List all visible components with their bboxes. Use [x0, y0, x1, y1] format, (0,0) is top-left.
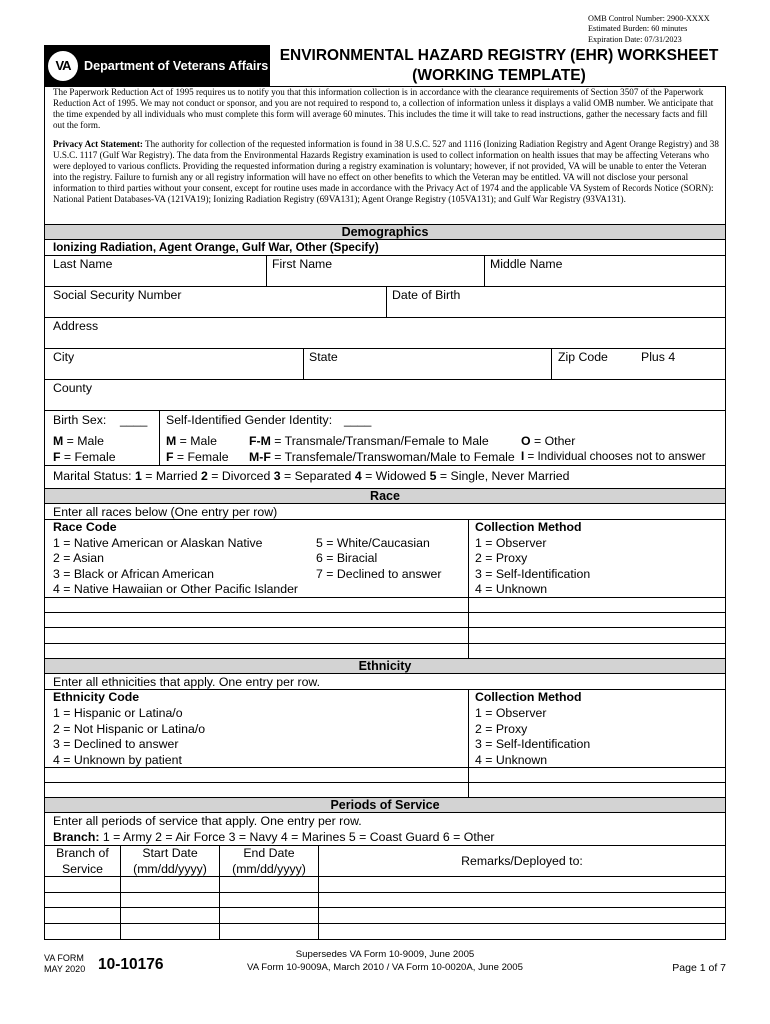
- dob-label[interactable]: Date of Birth: [392, 288, 461, 302]
- divider: [45, 255, 725, 256]
- race-instruction: Enter all races below (One entry per row): [53, 505, 278, 519]
- divider: [266, 255, 267, 286]
- last-name-label[interactable]: Last Name: [53, 257, 113, 271]
- table-row: [45, 876, 725, 877]
- plus4-label[interactable]: Plus 4: [641, 350, 676, 364]
- race-method: 1 = Observer: [475, 536, 547, 550]
- race-code: 4 = Native Hawaiian or Other Pacific Islander: [53, 582, 299, 596]
- divider: [45, 286, 725, 287]
- gi-male-code: M: [166, 434, 177, 448]
- branch-codes: Branch: 1 = Army 2 = Air Force 3 = Navy 4 = Marines 5 = Coast Guard 6 = Other: [53, 830, 495, 844]
- demographics-heading: Demographics: [45, 224, 725, 240]
- race-code: 3 = Black or African American: [53, 567, 214, 581]
- omb-info: [588, 14, 748, 45]
- footer-supersedes-2: VA Form 10-9009A, March 2010 / VA Form 10-0020A, June 2005: [247, 962, 523, 973]
- county-label[interactable]: County: [53, 381, 92, 395]
- omb-burden: Estimated Burden: 60 minutes: [588, 24, 688, 34]
- table-row: [45, 923, 725, 924]
- divider: [45, 519, 725, 520]
- department-name: Department of Veterans Affairs: [84, 58, 269, 73]
- col-remarks-header: Remarks/Deployed to:: [461, 854, 583, 868]
- divider: [551, 348, 552, 379]
- ethnicity-code-header: Ethnicity Code: [53, 690, 140, 704]
- divider: [468, 689, 469, 797]
- divider: [484, 255, 485, 286]
- gi-female-text: = Female: [173, 450, 229, 464]
- race-code: 7 = Declined to answer: [316, 567, 442, 581]
- table-row: [45, 612, 725, 613]
- middle-name-label[interactable]: Middle Name: [490, 257, 563, 271]
- divider: [303, 348, 304, 379]
- va-logo-banner: [44, 45, 270, 86]
- race-method: 2 = Proxy: [475, 551, 528, 565]
- gi-choose-text: = Individual chooses not to answer: [524, 450, 706, 463]
- col-end-date-header: End Date (mm/dd/yyyy): [232, 846, 306, 876]
- divider: [468, 519, 469, 659]
- sex-female-code: F: [53, 450, 61, 464]
- race-method: 3 = Self-Identification: [475, 567, 591, 581]
- sex-male-text: = Male: [63, 434, 104, 448]
- form-title: [272, 46, 726, 86]
- ethnicity-method-header: Collection Method: [475, 690, 582, 704]
- table-row: [45, 643, 725, 644]
- ethnicity-method: 4 = Unknown: [475, 753, 548, 767]
- race-code: 1 = Native American or Alaskan Native: [53, 536, 263, 550]
- city-label[interactable]: City: [53, 350, 75, 364]
- gender-identity-label: Self-Identified Gender Identity:: [166, 413, 333, 427]
- race-method: 4 = Unknown: [475, 582, 548, 596]
- address-label[interactable]: Address: [53, 319, 99, 333]
- birth-sex-label: Birth Sex:: [53, 413, 107, 427]
- ethnicity-method: 1 = Observer: [475, 706, 547, 720]
- race-method-header: Collection Method: [475, 520, 582, 534]
- gi-choose-code: I: [521, 450, 525, 463]
- page-number: Page 1 of 7: [672, 962, 726, 974]
- footer-form-number: 10-10176: [98, 956, 164, 973]
- sex-male-code: M: [53, 434, 64, 448]
- sex-female-text: = Female: [60, 450, 116, 464]
- zip-code-label[interactable]: Zip Code: [558, 350, 608, 364]
- table-row: [45, 627, 725, 628]
- gi-fm-code: F-M: [249, 434, 271, 448]
- ethnicity-method: 3 = Self-Identification: [475, 737, 591, 751]
- gi-other-text: = Other: [530, 434, 576, 448]
- registry-type-label: Ionizing Radiation, Agent Orange, Gulf War, Other (Specify): [53, 241, 379, 254]
- col-branch-header: Branch of Service: [56, 846, 109, 876]
- ethnicity-instruction: Enter all ethnicities that apply. One entry per row.: [53, 675, 321, 689]
- divider: [45, 465, 725, 466]
- gi-mf-text: = Transfemale/Transwoman/Male to Female: [270, 450, 515, 464]
- paperwork-notice: The Paperwork Reduction Act of 1995 requires us to notify you that this information collection is in accordance with the clearance requirements of Section 3507 of the Paperwork Reduction Act of 1995. We may not conduct or sponsor, and you are not required to respond to, a collection of information unless it displays a valid OMB number. We anticipate that the time expended by all individuals who must complete this form will average 60 minutes. This includes the time it will take to read instructions, gather the necessary facts and fill out the form.: [53, 87, 714, 130]
- footer-form-label: [44, 953, 85, 975]
- gi-mf-code: M-F: [249, 450, 271, 464]
- divider: [45, 348, 725, 349]
- divider: [45, 379, 725, 380]
- ssn-label[interactable]: Social Security Number: [53, 288, 182, 302]
- table-row: [45, 782, 725, 783]
- gi-other-code: O: [521, 434, 531, 448]
- service-instruction: Enter all periods of service that apply. One entry per row.: [53, 814, 362, 828]
- ethnicity-code: 2 = Not Hispanic or Latina/o: [53, 722, 206, 736]
- form-title-line1: ENVIRONMENTAL HAZARD REGISTRY (EHR) WORKSHEET: [279, 47, 719, 64]
- race-code: 6 = Biracial: [316, 551, 378, 565]
- privacy-text: The authority for collection of the requested information is found in 38 U.S.C. 527 and 1116 (Ionizing Radiation Registry and Agent Orange Registry) and 38 U.S.C. 1117 (Gulf War Registry). The data from the Environmental Hazards Registry examination is used to collect information on health issues that may be affecting Veterans who were deployed to various conflicts. Providing the requested information during a registry examination is voluntary; however, if not provided, VA will be unable to enter the Veteran into the registry. Failure to furnish any or all registry information will have no effect on other benefits to which the Veteran may be entitled. VA will not disclose your personal information to third parties without your consent, except for routine uses made in accordance with the Privacy Act of 1974 and the applicable VA System of Records Notice (SORN): National Patient Databases-VA (121VA19); Ionizing Radiation Registry (69VA131); Agent Orange Registry (105VA131); and Gulf War Registry (93VA131).: [53, 139, 719, 204]
- first-name-label[interactable]: First Name: [272, 257, 333, 271]
- omb-expiration: Expiration Date: 07/31/2023: [588, 34, 682, 44]
- table-row: [45, 892, 725, 893]
- service-heading: Periods of Service: [45, 797, 725, 813]
- va-seal-icon: VA: [48, 51, 78, 81]
- form-title-line2: (WORKING TEMPLATE): [412, 67, 586, 84]
- footer-date: MAY 2020: [44, 964, 86, 974]
- ethnicity-code: 4 = Unknown by patient: [53, 753, 182, 767]
- divider: [159, 410, 160, 465]
- omb-control-number: OMB Control Number: 2900-XXXX: [588, 14, 710, 23]
- table-row: [45, 907, 725, 908]
- privacy-label: Privacy Act Statement:: [53, 139, 143, 149]
- ethnicity-code: 1 = Hispanic or Latina/o: [53, 706, 183, 720]
- gender-identity-field[interactable]: ____: [344, 413, 372, 427]
- gi-male-text: = Male: [176, 434, 217, 448]
- race-code-header: Race Code: [53, 520, 117, 534]
- table-row: [45, 597, 725, 598]
- ethnicity-code: 3 = Declined to answer: [53, 737, 179, 751]
- gi-female-code: F: [166, 450, 174, 464]
- footer-supersedes-1: Supersedes VA Form 10-9009, June 2005: [295, 949, 475, 960]
- ethnicity-method: 2 = Proxy: [475, 722, 528, 736]
- table-row: [45, 767, 725, 768]
- divider: [45, 689, 725, 690]
- divider: [386, 286, 387, 317]
- ethnicity-heading: Ethnicity: [45, 658, 725, 674]
- col-start-date-header: Start Date (mm/dd/yyyy): [133, 846, 207, 876]
- divider: [45, 317, 725, 318]
- footer-supersedes: [200, 948, 570, 974]
- privacy-act-statement: [53, 139, 719, 204]
- divider: [45, 410, 725, 411]
- race-code: 5 = White/Caucasian: [316, 536, 430, 550]
- gi-fm-text: = Transmale/Transman/Female to Male: [270, 434, 489, 448]
- race-heading: Race: [45, 488, 725, 504]
- state-label[interactable]: State: [309, 350, 338, 364]
- race-code: 2 = Asian: [53, 551, 104, 565]
- marital-status[interactable]: Marital Status: 1 = Married 2 = Divorced 3 = Separated 4 = Widowed 5 = Single, Never Married: [53, 469, 570, 483]
- footer-va-form: VA FORM: [44, 953, 84, 963]
- birth-sex-field[interactable]: ____: [120, 413, 148, 427]
